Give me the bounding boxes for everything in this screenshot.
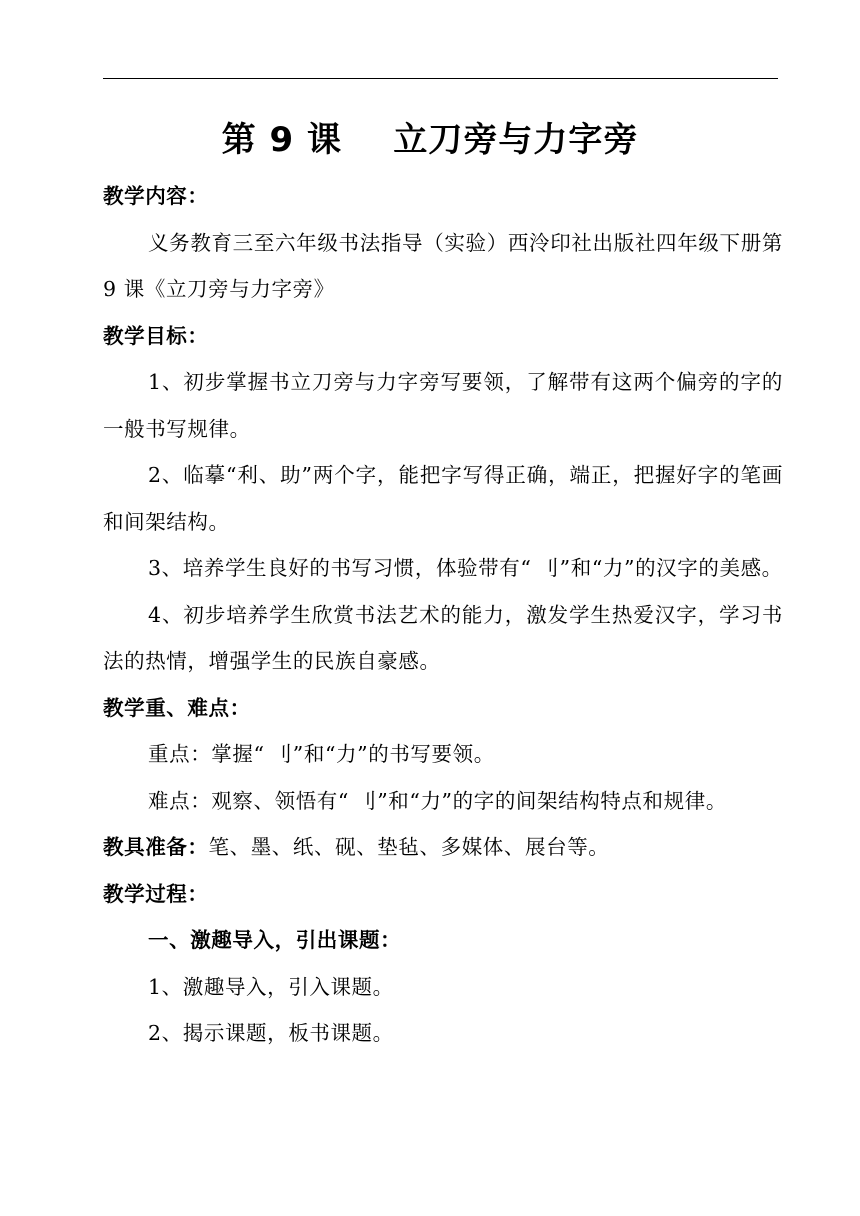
tools-line (103, 824, 783, 871)
goal-item: 3、培养学生良好的书写习惯，体验带有“ 刂”和“力”的汉字的美感。 (148, 556, 783, 580)
difficult-point: 难点：观察、领悟有“ 刂”和“力”的字的间架结构特点和规律。 (148, 788, 727, 813)
key-point: 重点：掌握“ 刂”和“力”的书写要领。 (148, 742, 495, 766)
goal-item: 2、临摹“利、助”两个字，能把字写得正确，端正，把握好字的笔画和间架结构。 (103, 463, 783, 534)
step-item: 1、激趣导入，引入课题。 (148, 974, 394, 999)
page-title: 第 9 课 立刀旁与力字旁 (221, 120, 639, 160)
key-heading: 教学重、难点： (103, 695, 251, 720)
content-heading: 教学内容： (103, 184, 209, 208)
section-title: 一、激趣导入，引出课题： (148, 928, 402, 952)
step-item: 2、揭示课题，板书课题。 (148, 1021, 394, 1045)
goal-item: 4、初步培养学生欣赏书法艺术的能力，激发学生热爱汉字，学习书法的热情，增强学生的民族自豪感。 (103, 602, 783, 673)
document-body (103, 173, 783, 1057)
tools-text: 笔、墨、纸、砚、垫毡、多媒体、展台等。 (208, 835, 610, 859)
tools-label: 教具准备： (103, 835, 209, 859)
goals-heading: 教学目标： (103, 323, 209, 348)
process-heading: 教学过程： (103, 881, 209, 906)
header-rule (103, 78, 778, 79)
content-text: 义务教育三至六年级书法指导（实验）西泠印社出版社四年级下册第 9 课《立刀旁与力字旁》 (103, 230, 783, 301)
goal-item: 1、初步掌握书立刀旁与力字旁写要领，了解带有这两个偏旁的字的一般书写规律。 (103, 370, 783, 441)
